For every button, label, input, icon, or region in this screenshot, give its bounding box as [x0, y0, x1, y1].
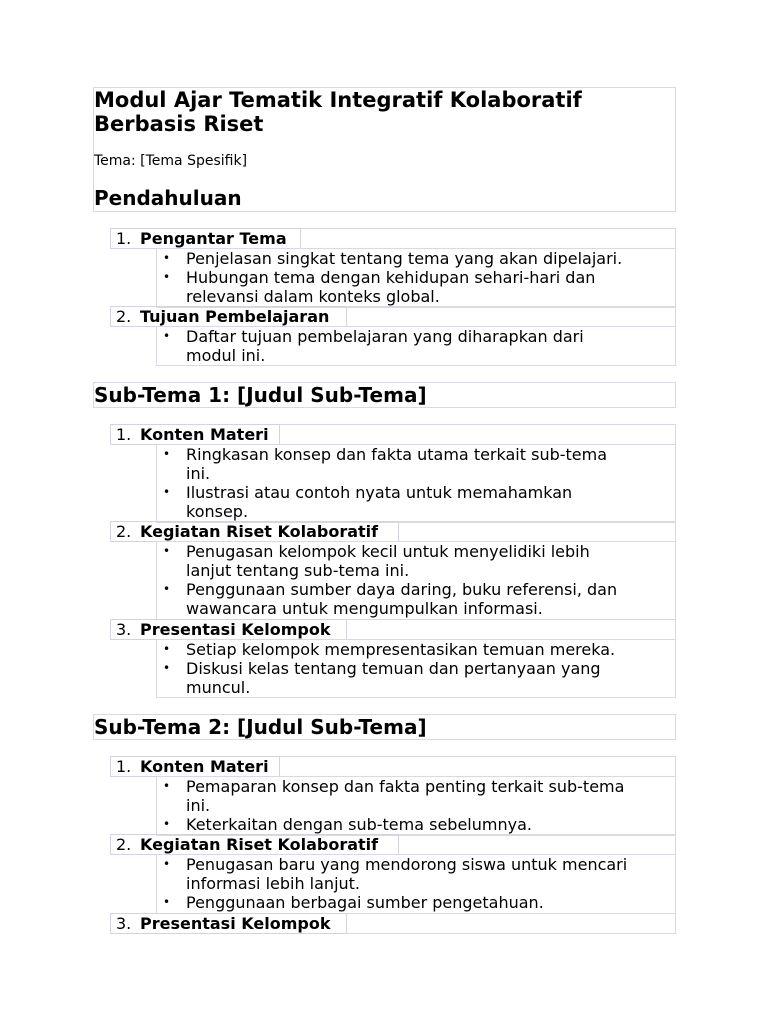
item-label-presentasi-kelompok: Presentasi Kelompok — [140, 914, 331, 933]
bullet-text: ini. — [186, 796, 211, 815]
bullet-text: Pemaparan konsep dan fakta penting terkait sub-tema — [186, 777, 625, 796]
bullet-icon: • — [163, 857, 171, 871]
label-highlight — [110, 834, 399, 855]
tema-line: Tema: [Tema Spesifik] — [94, 153, 248, 169]
bullet-text: Diskusi kelas tentang temuan dan pertanyaan yang — [186, 659, 601, 678]
bullet-text: Penjelasan singkat tentang tema yang akan dipelajari. — [186, 249, 623, 268]
bullet-icon: • — [163, 582, 171, 596]
bullet-icon: • — [163, 817, 171, 831]
document-title-line1: Modul Ajar Tematik Integratif Kolaboratif — [94, 88, 582, 112]
item-number: 1. — [116, 757, 132, 776]
label-highlight — [110, 521, 399, 542]
bullet-icon: • — [163, 895, 171, 909]
label-highlight — [110, 756, 280, 777]
bullet-text: modul ini. — [186, 346, 266, 365]
item-number: 1. — [116, 425, 132, 444]
bullet-icon: • — [163, 779, 171, 793]
bullet-text: Setiap kelompok mempresentasikan temuan mereka. — [186, 640, 616, 659]
bullet-text: Penggunaan berbagai sumber pengetahuan. — [186, 893, 544, 912]
label-highlight — [110, 228, 301, 249]
label-highlight — [110, 619, 347, 640]
label-highlight — [110, 306, 347, 327]
bullet-text: relevansi dalam konteks global. — [186, 287, 440, 306]
item-number: 2. — [116, 522, 132, 541]
bullet-text: Ringkasan konsep dan fakta utama terkait sub-tema — [186, 445, 608, 464]
bullet-text: wawancara untuk mengumpulkan informasi. — [186, 599, 543, 618]
item-label-kegiatan-riset: Kegiatan Riset Kolaboratif — [140, 522, 379, 541]
label-highlight — [110, 913, 347, 934]
heading-subtema-1: Sub-Tema 1: [Judul Sub-Tema] — [94, 383, 427, 407]
label-highlight — [110, 424, 280, 445]
bullet-icon: • — [163, 544, 171, 558]
bullet-text: Daftar tujuan pembelajaran yang diharapkan dari — [186, 327, 584, 346]
bullet-text: Keterkaitan dengan sub-tema sebelumnya. — [186, 815, 532, 834]
item-label-kegiatan-riset: Kegiatan Riset Kolaboratif — [140, 835, 379, 854]
item-label-konten-materi: Konten Materi — [140, 425, 269, 444]
heading-subtema-2: Sub-Tema 2: [Judul Sub-Tema] — [94, 715, 427, 739]
item-label-pengantar-tema: Pengantar Tema — [140, 229, 287, 248]
bullet-text: Penugasan kelompok kecil untuk menyelidiki lebih — [186, 542, 590, 561]
bullet-text: informasi lebih lanjut. — [186, 874, 361, 893]
bullet-text: Penggunaan sumber daya daring, buku referensi, dan — [186, 580, 618, 599]
item-number: 3. — [116, 914, 132, 933]
bullet-icon: • — [163, 329, 171, 343]
bullet-icon: • — [163, 485, 171, 499]
bullet-icon: • — [163, 270, 171, 284]
bullet-text: muncul. — [186, 678, 251, 697]
item-number: 2. — [116, 307, 132, 326]
bullet-text: Ilustrasi atau contoh nyata untuk memahamkan — [186, 483, 573, 502]
heading-pendahuluan: Pendahuluan — [94, 186, 242, 210]
document-title-line2: Berbasis Riset — [94, 112, 264, 136]
bullet-icon: • — [163, 661, 171, 675]
item-number: 3. — [116, 620, 132, 639]
bullet-icon: • — [163, 251, 171, 265]
item-label-konten-materi: Konten Materi — [140, 757, 269, 776]
bullet-text: ini. — [186, 464, 211, 483]
bullet-text: lanjut tentang sub-tema ini. — [186, 561, 410, 580]
bullet-icon: • — [163, 447, 171, 461]
item-number: 1. — [116, 229, 132, 248]
bullet-text: Hubungan tema dengan kehidupan sehari-hari dan — [186, 268, 596, 287]
bullet-icon: • — [163, 642, 171, 656]
item-number: 2. — [116, 835, 132, 854]
bullet-text: Penugasan baru yang mendorong siswa untuk mencari — [186, 855, 628, 874]
item-label-presentasi-kelompok: Presentasi Kelompok — [140, 620, 331, 639]
bullet-text: konsep. — [186, 502, 249, 521]
item-label-tujuan-pembelajaran: Tujuan Pembelajaran — [140, 307, 330, 326]
